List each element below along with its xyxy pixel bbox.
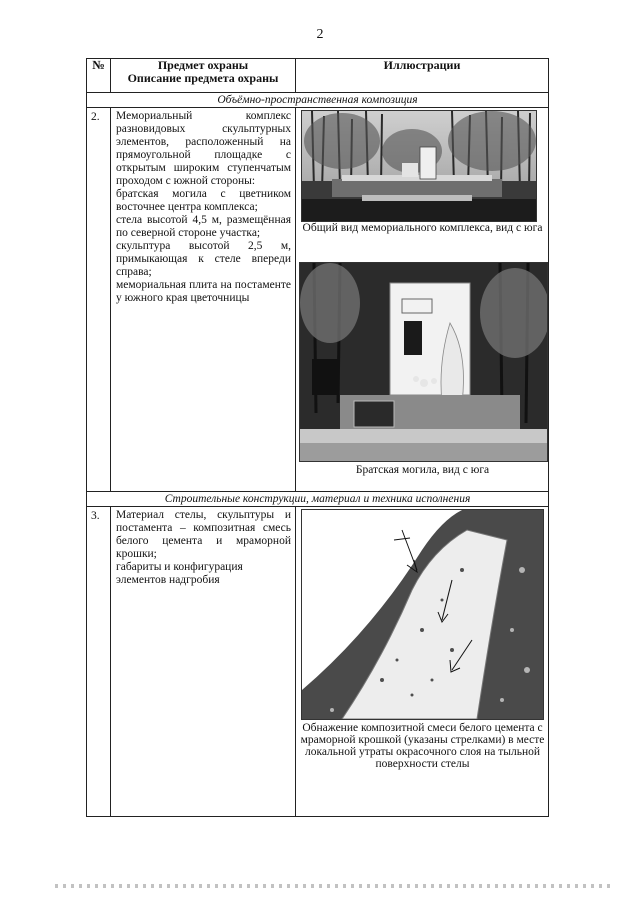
table-header-row (87, 59, 549, 93)
row-number: 2. (87, 108, 111, 492)
photo-caption: Общий вид мемориального комплекса, вид с юга (302, 222, 543, 234)
table-row (87, 507, 549, 817)
description-paragraph: габариты и конфигурация элементов надгробия (116, 561, 243, 586)
row-illustrations (296, 108, 549, 492)
column-header-subject (111, 59, 296, 93)
protection-subject-table (86, 58, 549, 817)
description-paragraph: братская могила с цветником восточнее центра комплекса; (116, 188, 291, 213)
table-row (87, 108, 549, 492)
description-paragraph: Мемориальный комплекс разновидовых скульптурных элементов, расположенный на прямоугольной площадке с открытым широким ступенчатым проходом с южной стороны: (116, 110, 291, 187)
row-description (111, 507, 296, 817)
column-header-number: № (87, 59, 111, 93)
stele-surface-closeup-photo (301, 509, 544, 720)
description-paragraph: Материал стелы, скульптуры и постамента – композитная смесь белого цемента и мраморной крошки; (116, 509, 291, 560)
photo-caption: Братская могила, вид с юга (355, 464, 490, 476)
section-title-composition: Объёмно-пространственная композиция (87, 93, 549, 108)
column-header-subject-line2: Описание предмета охраны (127, 71, 279, 85)
row-illustrations (296, 507, 549, 817)
mass-grave-photo (299, 262, 548, 462)
description-paragraph: мемориальная плита на постаменте у южного края цветочницы (116, 279, 291, 304)
row-description (111, 108, 296, 492)
section-row (87, 93, 549, 108)
column-header-illustrations: Иллюстрации (296, 59, 549, 93)
memorial-complex-photo (301, 110, 537, 222)
section-row (87, 492, 549, 507)
footer-scan-artifacts (55, 884, 615, 888)
page-number: 2 (316, 27, 324, 42)
photo-caption: Обнажение композитной смеси белого цемента с мраморной крошкой (указаны стрелками) в месте локальной утраты окрасочного слоя на тыльной поверхности стелы (300, 722, 545, 770)
section-title-materials: Строительные конструкции, материал и техника исполнения (87, 492, 549, 507)
column-header-subject-line1: Предмет охраны (157, 58, 249, 72)
description-paragraph: скульптура высотой 2,5 м, примыкающая к стеле впереди справа; (116, 240, 291, 278)
row-number: 3. (87, 507, 111, 817)
description-paragraph: стела высотой 4,5 м, размещённая по северной стороне участка; (116, 214, 291, 239)
